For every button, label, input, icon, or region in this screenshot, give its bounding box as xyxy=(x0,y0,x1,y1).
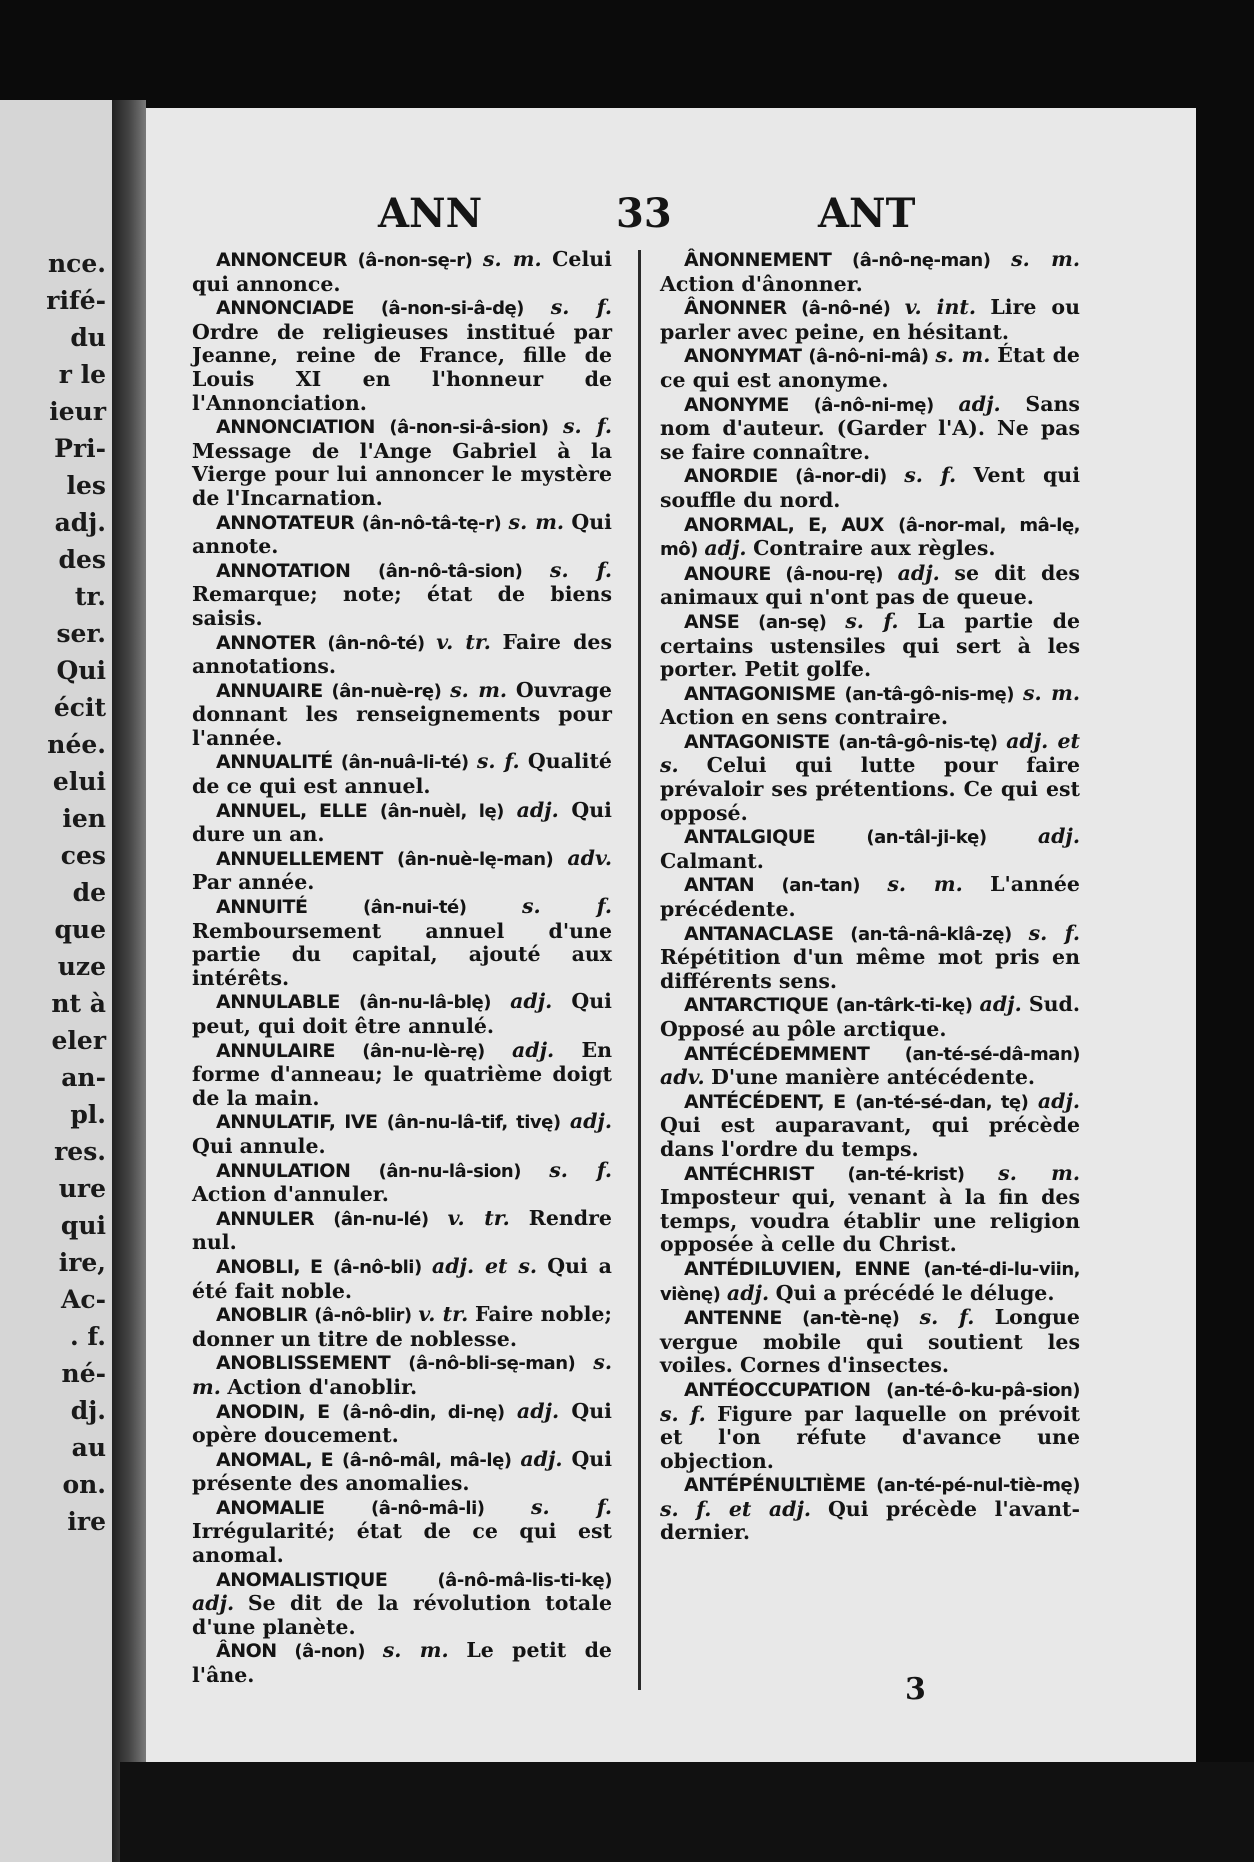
entry-grammar: s. f. xyxy=(476,749,520,774)
entry-pronunciation: (â-nô-nę-man) xyxy=(852,250,991,271)
left-page-fragment-line: an- xyxy=(61,1063,106,1092)
entry-pronunciation: (â-nô-bli-sę-man) xyxy=(408,1353,576,1375)
entry-grammar: v. tr. xyxy=(436,629,491,654)
entry-grammar: s. f. xyxy=(549,557,612,582)
left-page-fragment-line: ure xyxy=(58,1174,106,1203)
entry-definition: Qui annule. xyxy=(192,1133,326,1158)
entry-pronunciation: (â-nô-mâ-lis-ti-kę) xyxy=(437,1569,612,1591)
entry-headword: ANTÉCÉDEMMENT xyxy=(684,1042,870,1065)
entry-pronunciation: (â-non-sę-r) xyxy=(357,250,473,271)
entry-grammar: adv. xyxy=(660,1065,705,1090)
left-column xyxy=(192,248,612,1688)
entry-headword: ANOBLISSEMENT xyxy=(216,1352,391,1375)
entry-headword: ANTÉOCCUPATION xyxy=(684,1378,871,1401)
entry-headword: ÂNONNEMENT xyxy=(684,249,832,271)
entry-definition: Figure par laquelle on prévoit et l'on réfute d'avance une objection. xyxy=(660,1401,1080,1473)
left-page-fragment-line: eler xyxy=(51,1026,106,1055)
entry-grammar: adj. xyxy=(511,1037,555,1062)
entry-pronunciation: (ân-nu-lâ-tif, tivę) xyxy=(386,1112,561,1134)
left-page-fragment-line: des xyxy=(58,545,106,574)
dictionary-entry xyxy=(192,750,612,798)
entry-headword: ANOURE xyxy=(684,562,771,585)
entry-pronunciation: (an-sę) xyxy=(758,611,827,633)
dictionary-entry xyxy=(660,464,1080,512)
entry-grammar: s. m. xyxy=(1022,680,1080,705)
entry-grammar: s. f. xyxy=(919,1305,975,1330)
entry-definition: Imposteur qui, venant à la fin des temps, voudra établir une religion opposée à celle du Christ. xyxy=(660,1185,1080,1257)
left-page-fragment-line: les xyxy=(66,471,106,500)
left-page-fragment-line: pl. xyxy=(70,1100,106,1129)
dictionary-entry xyxy=(192,679,612,751)
entry-pronunciation: (ân-nuèl, lę) xyxy=(379,800,504,822)
entry-pronunciation: (ân-nuè-rę) xyxy=(331,680,442,702)
dictionary-entry xyxy=(192,1039,612,1111)
entry-grammar: adj. et s. xyxy=(660,728,1080,778)
entry-headword: ANTANACLASE xyxy=(684,922,834,945)
entry-grammar: adj. xyxy=(516,797,559,822)
left-page-fragment-line: on. xyxy=(62,1470,106,1499)
entry-headword: ANNULER xyxy=(216,1207,315,1230)
dictionary-entry xyxy=(192,1207,612,1255)
entry-headword: ÂNONNER xyxy=(684,297,787,320)
left-page-fragment-line: . f. xyxy=(70,1322,106,1351)
entry-definition: Longue vergue mobile qui soutient les voiles. Cornes d'insectes. xyxy=(660,1305,1080,1378)
entry-pronunciation: (ân-nu-lé) xyxy=(333,1208,429,1230)
entry-definition: Vent qui souffle du nord. xyxy=(660,463,1080,512)
entry-pronunciation: (â-nor-di) xyxy=(795,466,887,488)
entry-headword: ANONYMAT xyxy=(684,345,802,368)
dictionary-entry xyxy=(192,1448,612,1496)
dictionary-entry xyxy=(660,562,1080,610)
entry-grammar: s. f. xyxy=(845,608,899,633)
dictionary-entry xyxy=(192,1303,612,1351)
entry-grammar: v. tr. xyxy=(418,1302,469,1327)
dictionary-entry xyxy=(660,730,1080,825)
entry-pronunciation: (â-nô-ni-mâ) xyxy=(808,346,929,368)
entry-definition: En forme d'anneau; le quatrième doigt de la main. xyxy=(192,1037,612,1110)
left-page-fragment-line: rifé- xyxy=(46,286,106,315)
left-page-fragment-line: nt à xyxy=(51,989,106,1018)
entry-headword: ANOMALIE xyxy=(216,1496,325,1519)
dictionary-entry xyxy=(660,513,1080,562)
entry-grammar: v. int. xyxy=(904,295,976,320)
left-page-fragment-line: écit xyxy=(53,693,106,722)
entry-headword: ANTÉCÉDENT, E xyxy=(684,1090,846,1113)
entry-pronunciation: (ân-nu-lâ-sion) xyxy=(378,1160,521,1182)
entry-definition: Calmant. xyxy=(660,848,764,873)
entry-grammar: s. m. xyxy=(887,872,963,897)
entry-definition: Ouvrage donnant les renseignements pour l'année. xyxy=(192,677,612,750)
left-page-fragment-line: r le xyxy=(58,360,106,389)
left-page-fragment-line: qui xyxy=(60,1211,106,1240)
entry-definition: Qui est auparavant, qui précède dans l'ordre du temps. xyxy=(660,1113,1080,1161)
entry-grammar: s. f. xyxy=(530,1494,612,1519)
left-page-fragment-line: dj. xyxy=(70,1396,106,1425)
dictionary-entry xyxy=(660,610,1080,682)
entry-pronunciation: (ân-nuè-lę-man) xyxy=(396,848,554,870)
left-page-fragment-line: nce. xyxy=(47,249,106,278)
entry-grammar: adj. xyxy=(1037,824,1080,849)
entry-definition: Faire des annotations. xyxy=(192,629,612,679)
entry-definition: Qui annote. xyxy=(192,509,612,559)
entry-grammar: adj. xyxy=(192,1591,235,1616)
dictionary-entry xyxy=(660,1162,1080,1257)
entry-definition: Par année. xyxy=(192,870,315,895)
entry-pronunciation: (an-tè-nę) xyxy=(802,1308,900,1330)
entry-definition: Qui dure un an. xyxy=(192,797,612,847)
bottom-shadow xyxy=(120,1762,1254,1862)
left-page-fragment-line: adj. xyxy=(54,508,106,537)
dictionary-entry xyxy=(660,1090,1080,1162)
entry-headword: ANNONCIADE xyxy=(216,297,355,320)
entry-grammar: s. f. xyxy=(904,463,957,488)
entry-pronunciation: (an-té-pé-nul-tiè-mę) xyxy=(876,1475,1080,1497)
left-page-fragment-line: ire xyxy=(67,1507,106,1536)
entry-definition: Qui a précédé le déluge. xyxy=(775,1280,1055,1305)
entry-grammar: s. f. xyxy=(550,295,612,320)
dictionary-entry xyxy=(192,631,612,679)
left-page-fragment-line: au xyxy=(71,1433,106,1462)
left-page-fragment-line: ire, xyxy=(58,1248,106,1277)
entry-headword: ANONYME xyxy=(684,393,789,416)
dictionary-entry xyxy=(660,993,1080,1041)
entry-grammar: adj. xyxy=(979,992,1022,1017)
entry-headword: ANORDIE xyxy=(684,465,778,488)
entry-headword: ANTÉCHRIST xyxy=(684,1162,814,1185)
entry-pronunciation: (an-té-ô-ku-pâ-sion) xyxy=(886,1379,1080,1401)
dictionary-entry xyxy=(192,296,612,415)
dictionary-entry xyxy=(660,1378,1080,1473)
left-page-fragment-line: né- xyxy=(61,1359,106,1388)
entry-pronunciation: (ân-nô-té) xyxy=(327,632,425,654)
entry-definition: Répétition d'un même mot pris en différents sens. xyxy=(660,945,1080,993)
running-head-right: ANT xyxy=(818,190,916,237)
entry-headword: ANSE xyxy=(684,610,740,633)
entry-grammar: s. f. xyxy=(521,894,612,919)
entry-headword: ANNUEL, ELLE xyxy=(216,799,368,822)
entry-grammar: adj. xyxy=(510,989,553,1014)
entry-headword: ANNUITÉ xyxy=(216,896,308,919)
entry-grammar: s. m. xyxy=(482,247,542,271)
entry-grammar: adj. xyxy=(516,1398,560,1423)
entry-grammar: s. m. xyxy=(998,1160,1080,1185)
entry-headword: ANNULABLE xyxy=(216,991,340,1014)
entry-pronunciation: (â-non-si-â-dę) xyxy=(380,298,524,320)
entry-definition: La partie de certains ustensiles qui sert à les porter. Petit golfe. xyxy=(660,608,1080,682)
dictionary-entry xyxy=(192,559,612,631)
entry-pronunciation: (an-té-di-lu-viin, viènę) xyxy=(660,1258,1080,1305)
entry-definition: Message de l'Ange Gabriel à la Vierge pour lui annoncer le mystère de l'Incarnation. xyxy=(192,438,612,510)
entry-pronunciation: (ân-nui-té) xyxy=(362,897,467,919)
dictionary-entry xyxy=(660,873,1080,921)
entry-pronunciation: (â-nô-mâ-li) xyxy=(371,1497,485,1519)
entry-definition: Rendre nul. xyxy=(192,1205,612,1255)
dictionary-entry xyxy=(660,1042,1080,1090)
entry-definition: L'année précédente. xyxy=(660,872,1080,922)
entry-pronunciation: (an-té-sé-dan, tę) xyxy=(855,1091,1029,1113)
dictionary-entry xyxy=(192,990,612,1038)
entry-definition: Action en sens contraire. xyxy=(660,705,948,730)
entry-headword: ANOBLI, E xyxy=(216,1255,323,1278)
entry-pronunciation: (â-nor-mal, mâ-lę, mô) xyxy=(660,514,1080,561)
entry-headword: ANODIN, E xyxy=(216,1400,330,1423)
entry-headword: ANOMAL, E xyxy=(216,1448,334,1471)
entry-definition: Celui qui annonce. xyxy=(192,247,612,296)
entry-grammar: s. m. xyxy=(935,343,991,368)
left-page-fragment-line: née. xyxy=(47,730,106,759)
entry-pronunciation: (an-tâ-gô-nis-tę) xyxy=(838,731,998,753)
dictionary-entry xyxy=(192,1255,612,1303)
entry-pronunciation: (an-târk-ti-kę) xyxy=(835,995,973,1017)
entry-headword: ANTÉDILUVIEN, ENNE xyxy=(684,1257,911,1280)
entry-pronunciation: (â-nô-din, di-nę) xyxy=(341,1401,505,1423)
entry-definition: Qui a été fait noble. xyxy=(192,1253,612,1303)
dictionary-entry xyxy=(192,511,612,559)
left-page-fragment-line: elui xyxy=(52,767,106,796)
entry-headword: ANNUAIRE xyxy=(216,679,323,702)
dictionary-entry xyxy=(192,1496,612,1568)
entry-headword: ANNONCEUR xyxy=(216,249,348,271)
left-page-fragment-line: res. xyxy=(54,1137,106,1166)
entry-definition: Ordre de religieuses institué par Jeanne, reine de France, fille de Louis XI en l'honneur de l'Annonciation. xyxy=(192,319,612,415)
entry-definition: Se dit de la révolution totale d'une planète. xyxy=(192,1591,612,1639)
entry-headword: ANNOTATEUR xyxy=(216,511,355,534)
dictionary-entry xyxy=(192,1639,612,1687)
left-page-fragment-line: ieur xyxy=(49,397,106,426)
entry-headword: ANTARCTIQUE xyxy=(684,994,829,1017)
entry-grammar: adj. xyxy=(958,391,1001,416)
entry-headword: ANNUALITÉ xyxy=(216,751,333,774)
book-spine xyxy=(112,100,146,1862)
entry-pronunciation: (â-nô-né) xyxy=(801,298,891,320)
dictionary-entry xyxy=(660,296,1080,344)
entry-grammar: s. f. xyxy=(660,1401,706,1426)
left-page-fragment-line: uze xyxy=(57,952,106,981)
dictionary-entry xyxy=(192,1351,612,1399)
entry-headword: ANNOTATION xyxy=(216,559,351,582)
entry-definition: D'une manière antécédente. xyxy=(711,1065,1036,1090)
page-number: 33 xyxy=(616,190,672,237)
entry-grammar: adj. xyxy=(897,560,940,585)
entry-grammar: s. f. xyxy=(1028,920,1080,945)
entry-pronunciation: (â-nô-bli) xyxy=(332,1256,422,1278)
left-page-fragment-line: que xyxy=(54,915,106,944)
entry-grammar: adv. xyxy=(567,845,612,870)
entry-pronunciation: (â-nô-mâl, mâ-lę) xyxy=(342,1449,512,1471)
dictionary-entry xyxy=(660,922,1080,994)
dictionary-entry xyxy=(192,248,612,296)
entry-pronunciation: (an-tan) xyxy=(781,875,860,897)
entry-definition: Contraire aux règles. xyxy=(753,536,996,561)
dictionary-entry xyxy=(192,799,612,847)
left-page-fragment-line: ces xyxy=(60,841,106,870)
dictionary-entry xyxy=(192,1159,612,1207)
entry-pronunciation: (an-té-sé-dâ-man) xyxy=(904,1043,1080,1065)
entry-definition: Lire ou parler avec peine, en hésitant. xyxy=(660,295,1080,344)
entry-headword: ANOMALISTIQUE xyxy=(216,1568,388,1591)
entry-pronunciation: (â-nou-rę) xyxy=(785,563,884,585)
entry-grammar: s. m. xyxy=(192,1350,612,1399)
entry-definition: Le petit de l'âne. xyxy=(192,1638,612,1688)
entry-headword: ANNULATION xyxy=(216,1159,351,1182)
entry-grammar: s. m. xyxy=(1011,247,1080,271)
dictionary-entry xyxy=(192,1568,612,1640)
entry-headword: ANNONCIATION xyxy=(216,416,375,439)
entry-definition: Sud. Opposé au pôle arctique. xyxy=(660,992,1080,1041)
entry-definition: Qualité de ce qui est annuel. xyxy=(192,749,612,799)
entry-definition: État de ce qui est anonyme. xyxy=(660,343,1080,392)
entry-headword: ANNOTER xyxy=(216,631,316,654)
entry-pronunciation: (an-tâ-nâ-klâ-zę) xyxy=(850,923,1012,945)
entry-grammar: adj. et s. xyxy=(431,1253,538,1278)
entry-headword: ANTENNE xyxy=(684,1307,782,1330)
entry-headword: ANORMAL, E, AUX xyxy=(684,513,884,536)
entry-headword: ÂNON xyxy=(216,1640,277,1663)
dictionary-entry xyxy=(192,1110,612,1158)
entry-headword: ANNUELLEMENT xyxy=(216,847,383,870)
entry-headword: ANTAN xyxy=(684,874,755,897)
entry-definition: Action d'anoblir. xyxy=(227,1374,418,1399)
entry-definition: Irrégularité; état de ce qui est anomal. xyxy=(192,1519,612,1568)
left-page-fragment-line: Pri- xyxy=(54,434,106,463)
left-page-fragment-line: du xyxy=(70,323,106,352)
entry-grammar: adj. xyxy=(1037,1088,1080,1113)
entry-grammar: s. f. xyxy=(562,414,612,439)
entry-headword: ANTAGONISME xyxy=(684,682,836,705)
entry-definition: Qui précède l'avant-dernier. xyxy=(660,1496,1080,1545)
right-column xyxy=(660,248,1080,1545)
entry-pronunciation: (â-non) xyxy=(294,1641,365,1663)
dictionary-entry xyxy=(660,393,1080,465)
entry-definition: Qui peut, qui doit être annulé. xyxy=(192,989,612,1038)
left-page-fragment-line: Ac- xyxy=(61,1285,106,1314)
dictionary-entry xyxy=(192,1400,612,1448)
dictionary-entry xyxy=(660,1306,1080,1378)
entry-definition: Action d'annuler. xyxy=(192,1182,389,1207)
entry-headword: ANTALGIQUE xyxy=(684,826,816,849)
entry-grammar: s. f. et adj. xyxy=(660,1496,812,1521)
entry-definition: Action d'ânonner. xyxy=(660,271,863,296)
left-page-fragment-line: Qui xyxy=(56,656,106,685)
entry-pronunciation: (ân-nô-tâ-sion) xyxy=(378,560,523,582)
entry-definition: Qui opère doucement. xyxy=(192,1398,612,1448)
running-head-left: ANN xyxy=(378,190,483,237)
entry-pronunciation: (an-tâ-gô-nis-mę) xyxy=(844,683,1014,705)
entry-headword: ANTÉPÉNULTIÈME xyxy=(684,1474,866,1497)
entry-grammar: adj. xyxy=(520,1446,563,1471)
entry-grammar: adj. xyxy=(704,536,747,561)
entry-definition: Qui présente des anomalies. xyxy=(192,1446,612,1496)
left-page-fragment-line: ser. xyxy=(56,619,106,648)
entry-grammar: s. m. xyxy=(508,509,565,534)
left-page-fragment-line: de xyxy=(72,878,106,907)
dictionary-entry xyxy=(192,847,612,895)
dictionary-entry xyxy=(192,415,612,510)
entry-headword: ANNULATIF, IVE xyxy=(216,1111,378,1134)
column-rule xyxy=(638,250,641,1690)
entry-pronunciation: (an-tâl-ji-kę) xyxy=(866,827,987,849)
entry-definition: se dit des animaux qui n'ont pas de queue. xyxy=(660,560,1080,610)
entry-pronunciation: (ân-nuâ-li-té) xyxy=(340,752,469,774)
left-page-fragment-line: tr. xyxy=(74,582,106,611)
dictionary-entry xyxy=(660,1257,1080,1306)
dictionary-entry xyxy=(660,825,1080,873)
entry-pronunciation: (an-té-krist) xyxy=(847,1163,965,1185)
entry-pronunciation: (â-non-si-â-sion) xyxy=(389,417,549,439)
entry-grammar: adj. xyxy=(569,1109,612,1134)
entry-pronunciation: (ân-nu-lè-rę) xyxy=(362,1040,485,1062)
entry-grammar: s. m. xyxy=(382,1638,449,1663)
left-page-fragment-line: ien xyxy=(62,804,106,833)
left-page-fragment xyxy=(0,100,112,1862)
entry-headword: ANNULAIRE xyxy=(216,1039,335,1062)
entry-definition: Celui qui lutte pour faire prévaloir ses prétentions. Ce qui est opposé. xyxy=(660,753,1080,825)
dictionary-entry xyxy=(660,344,1080,392)
dictionary-entry xyxy=(660,1473,1080,1545)
entry-definition: Remboursement annuel d'une partie du capital, ajouté aux intérêts. xyxy=(192,918,612,990)
dictionary-entry xyxy=(660,682,1080,730)
entry-definition: Sans nom d'auteur. (Garder l'A). Ne pas se faire connaître. xyxy=(660,391,1080,464)
entry-grammar: v. tr. xyxy=(447,1205,510,1230)
entry-pronunciation: (â-nô-blir) xyxy=(314,1305,412,1327)
entry-headword: ANOBLIR xyxy=(216,1304,308,1327)
entry-pronunciation: (ân-nu-lâ-blę) xyxy=(358,992,491,1014)
entry-grammar: s. m. xyxy=(450,677,508,702)
entry-pronunciation: (ân-nô-tâ-tę-r) xyxy=(361,512,502,534)
entry-definition: Remarque; note; état de biens saisis. xyxy=(192,582,612,630)
dictionary-entry xyxy=(192,895,612,990)
dictionary-entry xyxy=(660,248,1080,296)
entry-pronunciation: (â-nô-ni-mę) xyxy=(813,394,934,416)
entry-grammar: adj. xyxy=(726,1280,770,1305)
entry-grammar: s. f. xyxy=(549,1157,612,1182)
signature-mark: 3 xyxy=(905,1672,926,1707)
entry-headword: ANTAGONISTE xyxy=(684,730,830,753)
entry-definition: Faire noble; donner un titre de noblesse. xyxy=(192,1302,612,1351)
